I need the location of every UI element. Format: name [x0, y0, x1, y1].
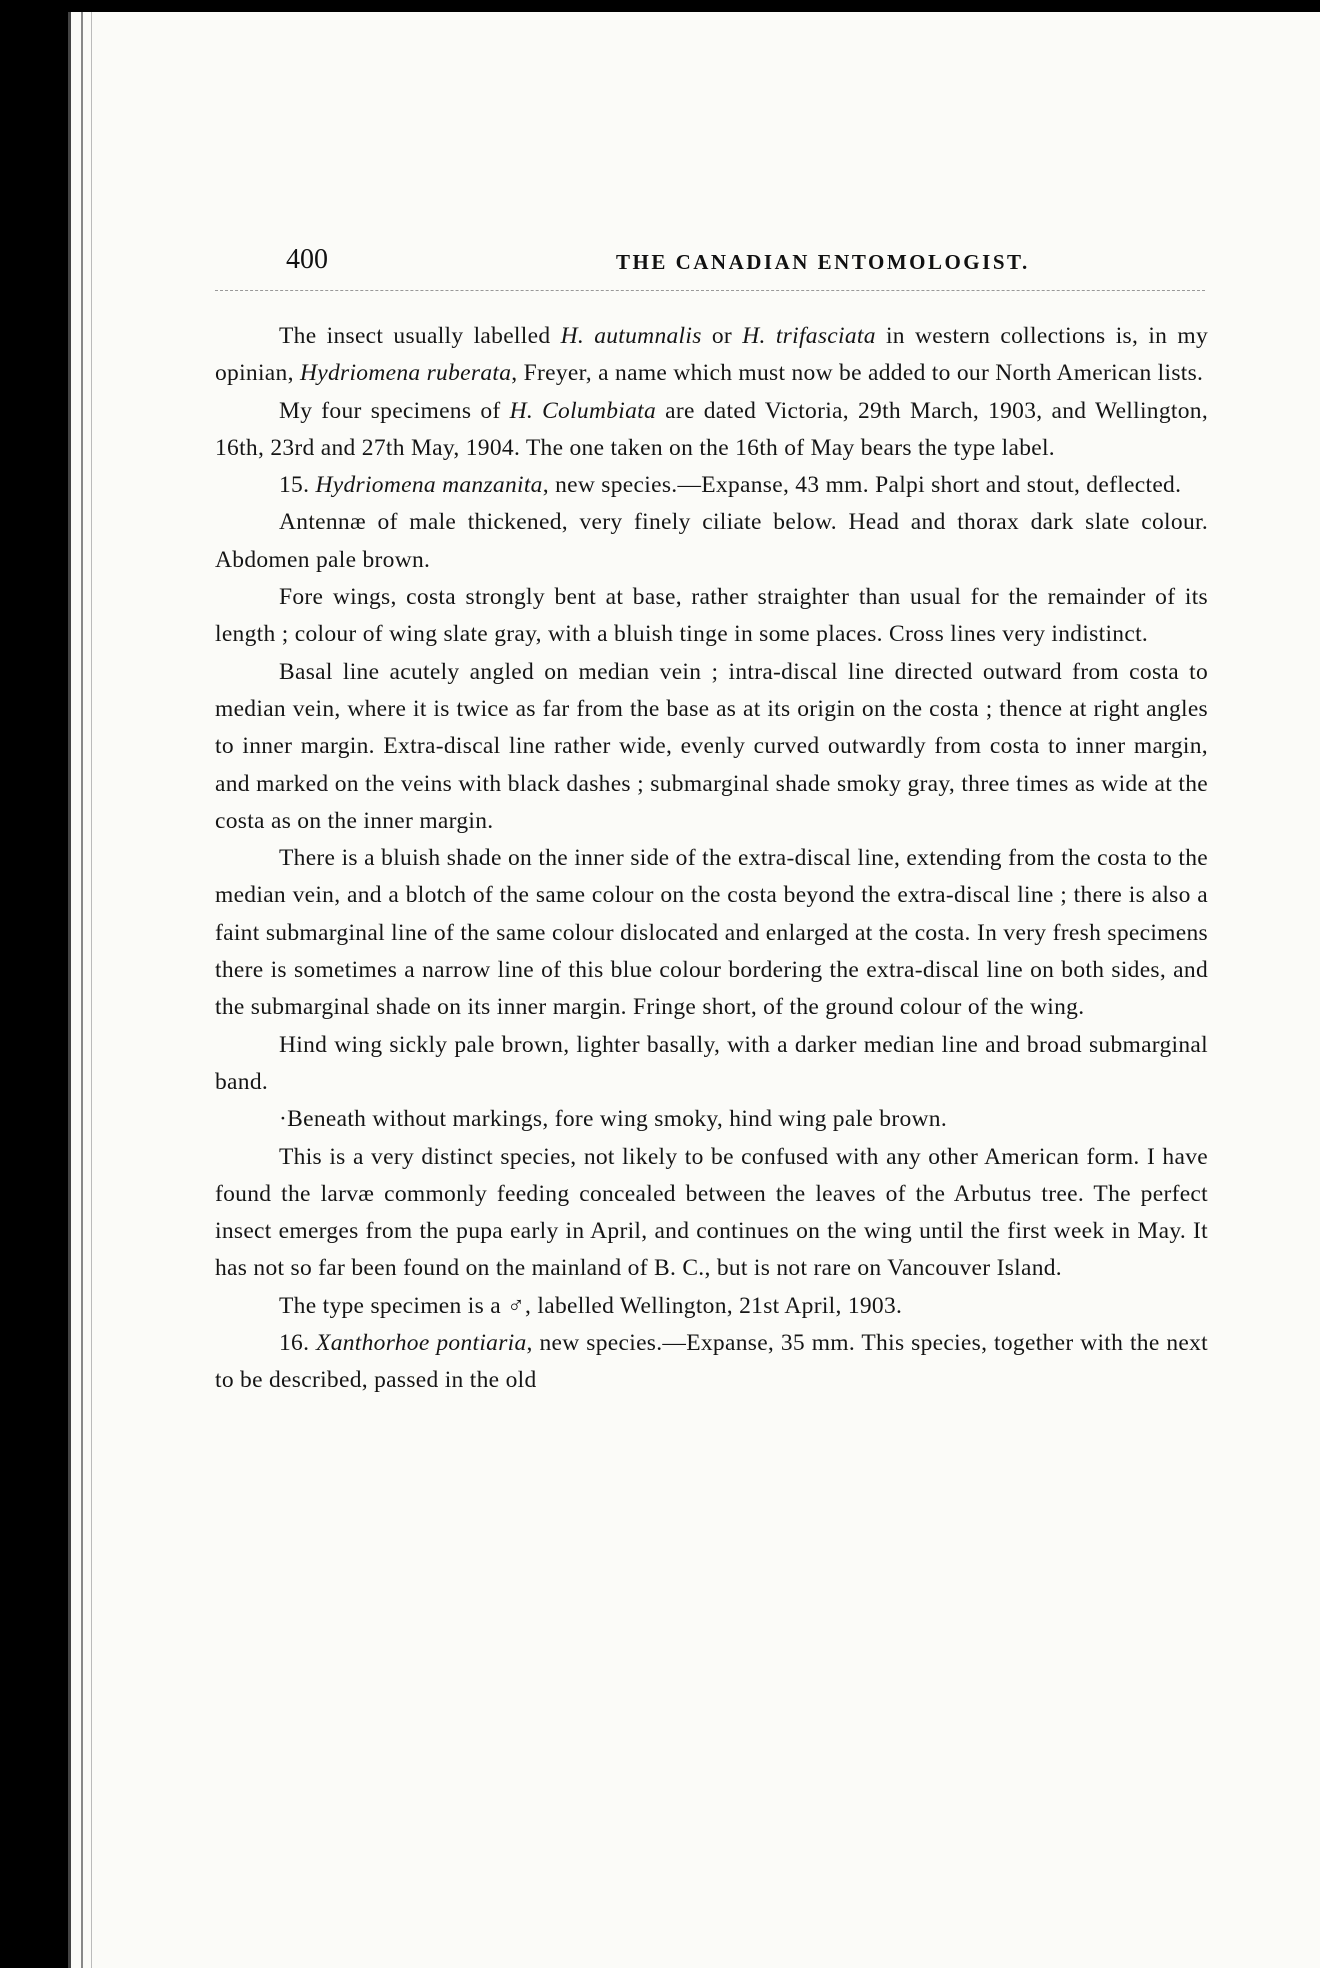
- text-run: 16.: [279, 1330, 317, 1357]
- text-run: Fore wings, costa strongly bent at base, rather straighter than usual for the remainder of its length ; colour of wing slate gray, with a bluish tinge in some places. Cross lines very indistinct.: [215, 584, 1208, 648]
- text-run: ·Beneath without markings, fore wing smoky, hind wing pale brown.: [279, 1106, 948, 1133]
- text-run: , Freyer, a name which must now be added to our North American lists.: [511, 360, 1204, 387]
- text-run: , new species.—Expanse, 43 mm. Palpi short and stout, deflected.: [542, 472, 1182, 499]
- italic-run: H. trifasciata: [742, 323, 876, 349]
- paragraph: [215, 467, 1208, 504]
- italic-run: Xanthorhoe pontiaria: [316, 1330, 527, 1357]
- text-run: 15.: [279, 472, 316, 499]
- journal-title: THE CANADIAN ENTOMOLOGIST.: [616, 250, 1030, 274]
- article-body: [215, 318, 1208, 1400]
- text-run: My four specimens of: [279, 397, 510, 424]
- italic-run: H. Columbiata: [509, 397, 657, 424]
- paragraph: [215, 1288, 1208, 1325]
- paragraph: [215, 1325, 1208, 1400]
- italic-run: Hydriomena ruberata: [299, 360, 512, 387]
- text-run: This is a very distinct species, not likely to be confused with any other American form. I have found the larvæ commonly feeding concealed between the leaves of the Arbutus tree. The perfect insect emerges from the pupa early in April, and continues on the wing until the first week in May. It has not so far been found on the mainland of B. C., but is not rare on Vancouver Island.: [215, 1143, 1208, 1282]
- paragraph: [215, 1139, 1208, 1288]
- text-run: in western collections is, in my opinian,: [215, 323, 1209, 387]
- text-run: The insect usually labelled: [279, 323, 561, 349]
- paragraph: [215, 318, 1208, 393]
- italic-run: Hydriomena manzanita: [315, 472, 543, 499]
- paragraph: [215, 393, 1208, 468]
- text-run: Basal line acutely angled on median vein ; intra-discal line directed outward from costa to median vein, where it is twice as far from the base as at its origin on the costa ; thence at right angles to inner margin. Extra-discal line rather wide, evenly curved outwardly from costa to inner margin, and marked on the veins with black dashes ; submarginal shade smoky gray, three times as wide at the costa as on the inner margin.: [215, 658, 1208, 834]
- page-number: 400: [286, 244, 328, 275]
- text-run: Antennæ of male thickened, very finely ciliate below. Head and thorax dark slate colour. Abdomen pale brown.: [215, 509, 1208, 573]
- paragraph: [215, 1027, 1208, 1102]
- paragraph: [215, 579, 1208, 654]
- text-run: , new species.—Expanse, 35 mm. This species, together with the next to be described, passed in the old: [215, 1330, 1208, 1394]
- paragraph: [215, 1101, 1208, 1138]
- paragraph: [215, 840, 1208, 1026]
- header-rule: [215, 290, 1205, 291]
- italic-run: H. autumnalis: [560, 323, 702, 349]
- text-run: Hind wing sickly pale brown, lighter basally, with a darker median line and broad submarginal band.: [215, 1031, 1208, 1095]
- paragraph: [215, 654, 1208, 840]
- paragraph: [215, 504, 1208, 579]
- page-header: [286, 244, 1276, 288]
- text-run: The type specimen is a ♂, labelled Wellington, 21st April, 1903.: [279, 1292, 903, 1319]
- text-run: or: [701, 323, 743, 349]
- text-run: There is a bluish shade on the inner side of the extra-discal line, extending from the costa to the median vein, and a blotch of the same colour on the costa beyond the extra-discal line ; there is also a faint submarginal line of the same colour dislocated and enlarged at the costa. In very fresh specimens there is sometimes a narrow line of this blue colour bordering the extra-discal line on both sides, and the submarginal shade on its inner margin. Fringe short, of the ground colour of the wing.: [215, 845, 1208, 1021]
- text-run: are dated Victoria, 29th March, 1903, and Wellington, 16th, 23rd and 27th May, 1904. The one taken on the 16th of May bears the type label.: [215, 397, 1208, 461]
